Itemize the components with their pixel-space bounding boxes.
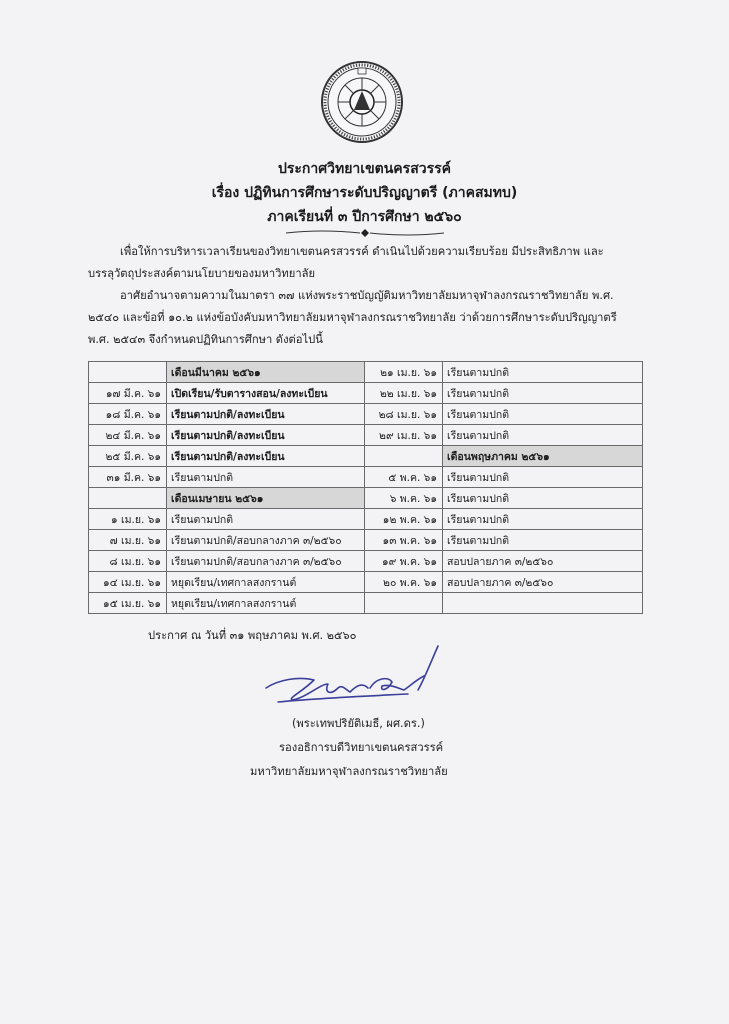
left-date	[89, 362, 167, 383]
left-event: เรียนตามปกติ/ลงทะเบียน	[167, 425, 365, 446]
paragraph-2-line-1: อาศัยอำนาจตามความในมาตรา ๓๗ แห่งพระราชบัญญัติมหาวิทยาลัยมหาจุฬาลงกรณราชวิทยาลัย พ.ศ.	[120, 289, 614, 302]
right-date: ๒๑ เม.ย. ๖๑	[365, 362, 443, 383]
right-date: ๑๒ พ.ค. ๖๑	[365, 509, 443, 530]
right-event: เรียนตามปกติ	[443, 425, 643, 446]
right-date: ๕ พ.ค. ๖๑	[365, 467, 443, 488]
right-event: เรียนตามปกติ	[443, 488, 643, 509]
announcement-date: ประกาศ ณ วันที่ ๓๑ พฤษภาคม พ.ศ. ๒๕๖๐	[148, 629, 357, 642]
paragraph-2-line-3: พ.ศ. ๒๕๔๓ จึงกำหนดปฏิทินการศึกษา ดังต่อไปนี้	[88, 333, 323, 346]
divider-ornament	[282, 228, 448, 238]
signer-position: รองอธิการบดีวิทยาเขตนครสวรรค์	[279, 741, 444, 754]
table-row	[89, 425, 643, 446]
left-date: ๑๕ เม.ย. ๖๑	[89, 593, 167, 614]
table-row	[89, 362, 643, 383]
table-row	[89, 404, 643, 425]
right-event: เรียนตามปกติ	[443, 467, 643, 488]
left-event: เรียนตามปกติ/สอบกลางภาค ๓/๒๕๖๐	[167, 551, 365, 572]
page-subject: เรื่อง ปฏิทินการศึกษาระดับปริญญาตรี (ภาคสมทบ)	[211, 185, 518, 201]
right-date: ๒๘ เม.ย. ๖๑	[365, 404, 443, 425]
paragraph-1-line-1: เพื่อให้การบริหารเวลาเรียนของวิทยาเขตนครสวรรค์ ดำเนินไปด้วยความเรียบร้อย มีประสิทธิภาพ และ	[120, 245, 604, 258]
table-row	[89, 551, 643, 572]
left-date: ๑๗ มี.ค. ๖๑	[89, 383, 167, 404]
right-date	[365, 593, 443, 614]
right-event: เรียนตามปกติ	[443, 509, 643, 530]
right-event: เรียนตามปกติ	[443, 530, 643, 551]
signer-organization: มหาวิทยาลัยมหาจุฬาลงกรณราชวิทยาลัย	[250, 765, 448, 778]
left-date: ๘ เม.ย. ๖๑	[89, 551, 167, 572]
right-event: เรียนตามปกติ	[443, 404, 643, 425]
left-date: ๒๔ มี.ค. ๖๑	[89, 425, 167, 446]
month-header: เดือนเมษายน ๒๕๖๑	[167, 488, 365, 509]
left-event: เรียนตามปกติ/สอบกลางภาค ๓/๒๕๖๐	[167, 530, 365, 551]
right-event: สอบปลายภาค ๓/๒๕๖๐	[443, 551, 643, 572]
left-event: หยุดเรียน/เทศกาลสงกรานต์	[167, 572, 365, 593]
signer-name: (พระเทพปริยัติเมธี, ผศ.ดร.)	[292, 717, 425, 730]
left-event: เรียนตามปกติ/ลงทะเบียน	[167, 446, 365, 467]
right-event	[443, 593, 643, 614]
right-event: เรียนตามปกติ	[443, 362, 643, 383]
left-event: เรียนตามปกติ/ลงทะเบียน	[167, 404, 365, 425]
university-seal-icon	[320, 60, 404, 144]
table-row	[89, 509, 643, 530]
left-date: ๑ เม.ย. ๖๑	[89, 509, 167, 530]
left-date: ๓๑ มี.ค. ๖๑	[89, 467, 167, 488]
table-row	[89, 530, 643, 551]
left-date: ๑๔ เม.ย. ๖๑	[89, 572, 167, 593]
month-header: เดือนมีนาคม ๒๕๖๑	[167, 362, 365, 383]
left-date: ๒๕ มี.ค. ๖๑	[89, 446, 167, 467]
right-event: สอบปลายภาค ๓/๒๕๖๐	[443, 572, 643, 593]
right-date	[365, 446, 443, 467]
right-date: ๑๙ พ.ค. ๖๑	[365, 551, 443, 572]
right-date: ๒๐ พ.ค. ๖๑	[365, 572, 443, 593]
left-date	[89, 488, 167, 509]
right-date: ๒๒ เม.ย. ๖๑	[365, 383, 443, 404]
table-row	[89, 488, 643, 509]
page-term: ภาคเรียนที่ ๓ ปีการศึกษา ๒๕๖๐	[267, 209, 462, 225]
handwritten-signature	[258, 640, 448, 720]
academic-calendar-table	[88, 361, 643, 614]
table-row	[89, 467, 643, 488]
right-date: ๑๓ พ.ค. ๖๑	[365, 530, 443, 551]
table-row	[89, 446, 643, 467]
table-row	[89, 572, 643, 593]
left-event: เรียนตามปกติ	[167, 509, 365, 530]
left-event: หยุดเรียน/เทศกาลสงกรานต์	[167, 593, 365, 614]
page-title: ประกาศวิทยาเขตนครสวรรค์	[277, 161, 452, 177]
paragraph-1-line-2: บรรลุวัตถุประสงค์ตามนโยบายของมหาวิทยาลัย	[88, 267, 316, 280]
paragraph-2-line-2: ๒๕๔๐ และข้อที่ ๑๐.๒ แห่งข้อบังคับมหาวิทยาลัยมหาจุฬาลงกรณราชวิทยาลัย ว่าด้วยการศึกษาระดับปริญญาตรี	[88, 311, 617, 324]
right-date: ๖ พ.ค. ๖๑	[365, 488, 443, 509]
left-event: เปิดเรียน/รับตารางสอน/ลงทะเบียน	[167, 383, 365, 404]
right-date: ๒๙ เม.ย. ๖๑	[365, 425, 443, 446]
left-date: ๑๘ มี.ค. ๖๑	[89, 404, 167, 425]
right-event: เรียนตามปกติ	[443, 383, 643, 404]
left-date: ๗ เม.ย. ๖๑	[89, 530, 167, 551]
month-header: เดือนพฤษภาคม ๒๕๖๑	[443, 446, 643, 467]
table-row	[89, 383, 643, 404]
table-row	[89, 593, 643, 614]
left-event: เรียนตามปกติ	[167, 467, 365, 488]
